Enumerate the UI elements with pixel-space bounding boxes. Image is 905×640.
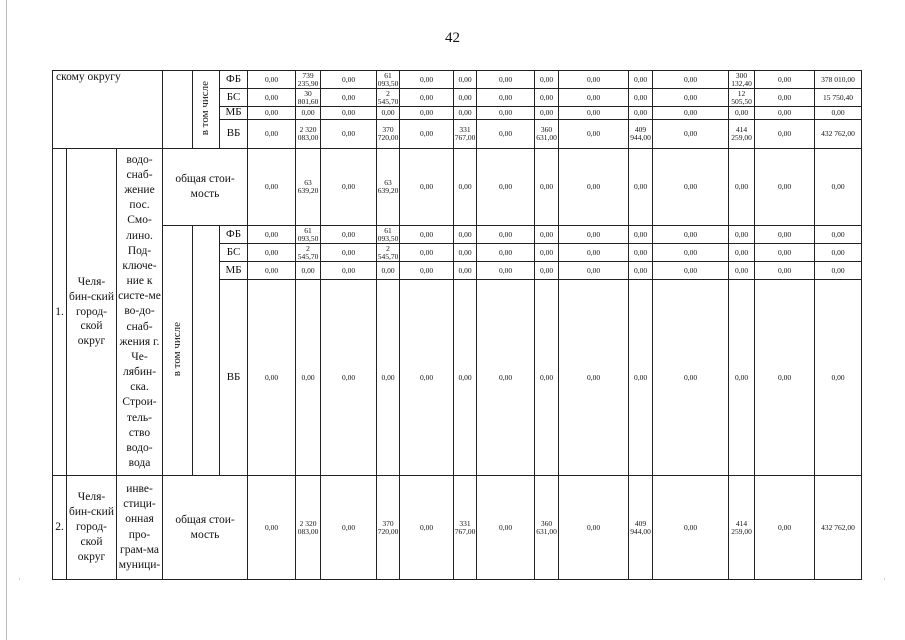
value-cell: 0,00 xyxy=(653,149,729,226)
value-cell: 0,00 xyxy=(559,120,629,149)
value-cell: 0,00 xyxy=(321,149,377,226)
table-row xyxy=(53,476,862,580)
in-that-number-label: в том числе xyxy=(170,322,183,377)
value-cell: 0,00 xyxy=(535,226,559,244)
spacer-cell xyxy=(193,226,220,476)
value-cell: 0,00 xyxy=(653,71,729,89)
in-that-number-cell xyxy=(163,226,193,476)
value-cell: 0,00 xyxy=(400,226,454,244)
value-cell: 0,00 xyxy=(477,89,535,107)
value-cell: 2 545,70 xyxy=(377,243,399,261)
value-cell: 0,00 xyxy=(815,226,862,244)
value-cell: 0,00 xyxy=(454,226,477,244)
value-cell: 0,00 xyxy=(400,280,454,476)
value-cell: 0,00 xyxy=(248,89,296,107)
value-cell: 0,00 xyxy=(629,149,653,226)
value-cell: 0,00 xyxy=(477,226,535,244)
table-row xyxy=(53,71,862,89)
value-cell: 0,00 xyxy=(321,280,377,476)
value-cell: 0,00 xyxy=(535,262,559,280)
value-cell: 0,00 xyxy=(321,262,377,280)
budget-table-container xyxy=(52,70,862,586)
value-cell: 0,00 xyxy=(535,89,559,107)
source-label: ФБ xyxy=(220,226,248,244)
value-cell: 0,00 xyxy=(755,71,815,89)
value-cell: 0,00 xyxy=(296,107,321,120)
value-cell: 0,00 xyxy=(559,262,629,280)
value-cell: 0,00 xyxy=(755,89,815,107)
value-cell: 0,00 xyxy=(248,71,296,89)
value-cell: 0,00 xyxy=(321,120,377,149)
value-cell: 0,00 xyxy=(400,120,454,149)
value-cell: 63 639,20 xyxy=(296,149,321,226)
value-cell: 0,00 xyxy=(629,226,653,244)
value-cell: 0,00 xyxy=(629,107,653,120)
value-cell: 0,00 xyxy=(454,71,477,89)
value-cell: 0,00 xyxy=(400,476,454,580)
value-cell: 0,00 xyxy=(755,262,815,280)
value-cell: 0,00 xyxy=(400,71,454,89)
value-cell: 0,00 xyxy=(559,476,629,580)
value-cell: 0,00 xyxy=(653,120,729,149)
value-cell: 0,00 xyxy=(755,149,815,226)
value-cell: 0,00 xyxy=(400,89,454,107)
district-continuation: скому округу xyxy=(53,71,163,149)
value-cell: 0,00 xyxy=(535,107,559,120)
value-cell: 0,00 xyxy=(559,280,629,476)
project-description: инве-стици-онная про-грам-ма муници- xyxy=(117,476,163,580)
value-cell: 370 720,00 xyxy=(377,120,400,149)
value-cell: 0,00 xyxy=(400,262,454,280)
value-cell: 0,00 xyxy=(653,107,729,120)
value-cell: 0,00 xyxy=(321,89,377,107)
value-cell: 0,00 xyxy=(815,149,862,226)
value-cell: 0,00 xyxy=(815,262,862,280)
municipality-name: Челя-бин-ский город-ской округ xyxy=(67,476,117,580)
value-cell: 0,00 xyxy=(755,226,815,244)
source-label: БС xyxy=(220,244,248,262)
value-cell: 0,00 xyxy=(454,89,477,107)
value-cell: 0,00 xyxy=(559,149,629,226)
value-cell: 0,00 xyxy=(559,107,629,120)
value-cell: 0,00 xyxy=(477,149,535,226)
value-cell: 432 762,00 xyxy=(815,120,862,149)
value-cell: 0,00 xyxy=(559,244,629,262)
value-cell: 0,00 xyxy=(535,71,559,89)
value-cell: 0,00 xyxy=(653,89,729,107)
value-cell: 0,00 xyxy=(377,280,400,476)
value-cell: 0,00 xyxy=(559,226,629,244)
value-cell: 0,00 xyxy=(629,71,653,89)
value-cell: 360 631,00 xyxy=(535,120,559,149)
value-cell: 0,00 xyxy=(477,107,535,120)
value-cell: 0,00 xyxy=(653,476,729,580)
value-cell: 0,00 xyxy=(729,262,755,280)
value-cell: 0,00 xyxy=(629,262,653,280)
value-cell: 12 505,50 xyxy=(729,89,755,107)
value-cell: 0,00 xyxy=(477,244,535,262)
value-cell: 0,00 xyxy=(653,262,729,280)
value-cell: 331 767,00 xyxy=(454,120,477,149)
value-cell: 378 010,00 xyxy=(815,71,862,89)
value-cell: 0,00 xyxy=(248,476,296,580)
spacer-cell xyxy=(163,71,193,149)
value-cell: 414 259,00 xyxy=(729,120,755,149)
source-label: МБ xyxy=(220,107,248,120)
page-number: 42 xyxy=(445,30,460,46)
source-label: ВБ xyxy=(220,280,248,476)
scan-mark: · xyxy=(18,574,21,584)
value-cell: 63 639,20 xyxy=(377,149,400,226)
source-label: БС xyxy=(220,89,248,107)
value-cell: 0,00 xyxy=(454,280,477,476)
value-cell: 0,00 xyxy=(377,262,400,280)
value-cell: 0,00 xyxy=(729,244,755,262)
value-cell: 30 801,60 xyxy=(296,89,321,107)
value-cell: 0,00 xyxy=(815,280,862,476)
value-cell: 0,00 xyxy=(454,244,477,262)
value-cell: 0,00 xyxy=(248,262,296,280)
total-cost-label: общая стои-мость xyxy=(163,149,248,226)
value-cell: 0,00 xyxy=(248,280,296,476)
value-cell: 0,00 xyxy=(755,244,815,262)
project-description: водо-снаб-жение пос. Смо-лино. Под-ключе-ние к систе-ме во-до-снаб-жения г. Че-лябин-ска. Строи-тель-ство водо-вода xyxy=(117,149,163,476)
value-cell: 61 093,50 xyxy=(296,226,321,244)
value-cell: 0,00 xyxy=(454,107,477,120)
value-cell: 0,00 xyxy=(400,244,454,262)
value-cell: 370 720,00 xyxy=(377,476,400,580)
value-cell: 0,00 xyxy=(629,280,653,476)
value-cell: 0,00 xyxy=(321,226,377,244)
value-cell: 0,00 xyxy=(296,262,321,280)
value-cell: 0,00 xyxy=(653,280,729,476)
value-cell: 0,00 xyxy=(729,280,755,476)
value-cell: 0,00 xyxy=(729,149,755,226)
value-cell: 409 944,00 xyxy=(629,476,653,580)
value-cell: 0,00 xyxy=(477,280,535,476)
source-label: МБ xyxy=(220,262,248,280)
value-cell: 0,00 xyxy=(321,71,377,89)
value-cell: 0,00 xyxy=(559,89,629,107)
value-cell: 0,00 xyxy=(377,107,400,120)
value-cell: 0,00 xyxy=(653,226,729,244)
value-cell: 0,00 xyxy=(248,107,296,120)
value-cell: 0,00 xyxy=(729,107,755,120)
value-cell: 0,00 xyxy=(629,244,653,262)
value-cell: 0,00 xyxy=(477,120,535,149)
value-cell: 0,00 xyxy=(755,120,815,149)
value-cell: 61 093,50 xyxy=(377,225,399,243)
row-number: 1. xyxy=(53,149,67,476)
value-cell: 0,00 xyxy=(248,120,296,149)
value-cell: 0,00 xyxy=(653,244,729,262)
value-cell: 414 259,00 xyxy=(729,476,755,580)
municipality-name: Челя-бин-ский город-ской округ xyxy=(67,149,117,476)
value-cell: 0,00 xyxy=(729,226,755,244)
value-cell: 300 132,40 xyxy=(729,71,755,89)
in-that-number-cell xyxy=(193,71,220,149)
value-cell: 0,00 xyxy=(248,226,296,244)
value-cell: 0,00 xyxy=(535,244,559,262)
value-cell: 0,00 xyxy=(477,476,535,580)
value-cell: 0,00 xyxy=(454,149,477,226)
value-cell: 0,00 xyxy=(248,244,296,262)
table-row xyxy=(53,149,862,226)
value-cell: 0,00 xyxy=(321,244,377,262)
value-cell: 2 320 083,00 xyxy=(296,120,321,149)
value-cell: 0,00 xyxy=(815,107,862,120)
value-cell: 0,00 xyxy=(296,280,321,476)
value-cell: 0,00 xyxy=(755,280,815,476)
value-cell: 0,00 xyxy=(400,149,454,226)
value-cell: 0,00 xyxy=(321,476,377,580)
value-cell: 432 762,00 xyxy=(815,476,862,580)
value-cell: 0,00 xyxy=(755,107,815,120)
value-cell: 409 944,00 xyxy=(629,120,653,149)
value-cell: 739 235,90 xyxy=(296,71,321,89)
value-cell: 0,00 xyxy=(755,476,815,580)
value-cell: 15 750,40 xyxy=(815,89,862,107)
value-cell: 0,00 xyxy=(454,262,477,280)
value-cell: 2 545,70 xyxy=(296,244,321,262)
value-cell: 0,00 xyxy=(535,280,559,476)
value-cell: 0,00 xyxy=(321,107,377,120)
value-cell: 331 767,00 xyxy=(454,476,477,580)
value-cell: 2 545,70 xyxy=(377,88,399,106)
value-cell: 0,00 xyxy=(815,244,862,262)
value-cell: 0,00 xyxy=(629,89,653,107)
value-cell: 0,00 xyxy=(559,71,629,89)
scan-mark: · xyxy=(883,574,886,584)
source-label: ФБ xyxy=(220,71,248,89)
value-cell: 61 093,50 xyxy=(377,70,399,88)
row-number: 2. xyxy=(53,476,67,580)
value-cell: 0,00 xyxy=(477,71,535,89)
value-cell: 0,00 xyxy=(535,149,559,226)
total-cost-label: общая стои-мость xyxy=(163,476,248,580)
table-body xyxy=(53,71,862,580)
page-left-edge xyxy=(6,0,7,640)
in-that-number-label: в том числе xyxy=(199,81,212,136)
value-cell: 2 320 083,00 xyxy=(296,476,321,580)
budget-table xyxy=(52,70,862,580)
source-label: ВБ xyxy=(220,120,248,149)
value-cell: 360 631,00 xyxy=(535,476,559,580)
value-cell: 0,00 xyxy=(400,107,454,120)
table-row xyxy=(53,226,862,244)
value-cell: 0,00 xyxy=(248,149,296,226)
value-cell: 0,00 xyxy=(477,262,535,280)
